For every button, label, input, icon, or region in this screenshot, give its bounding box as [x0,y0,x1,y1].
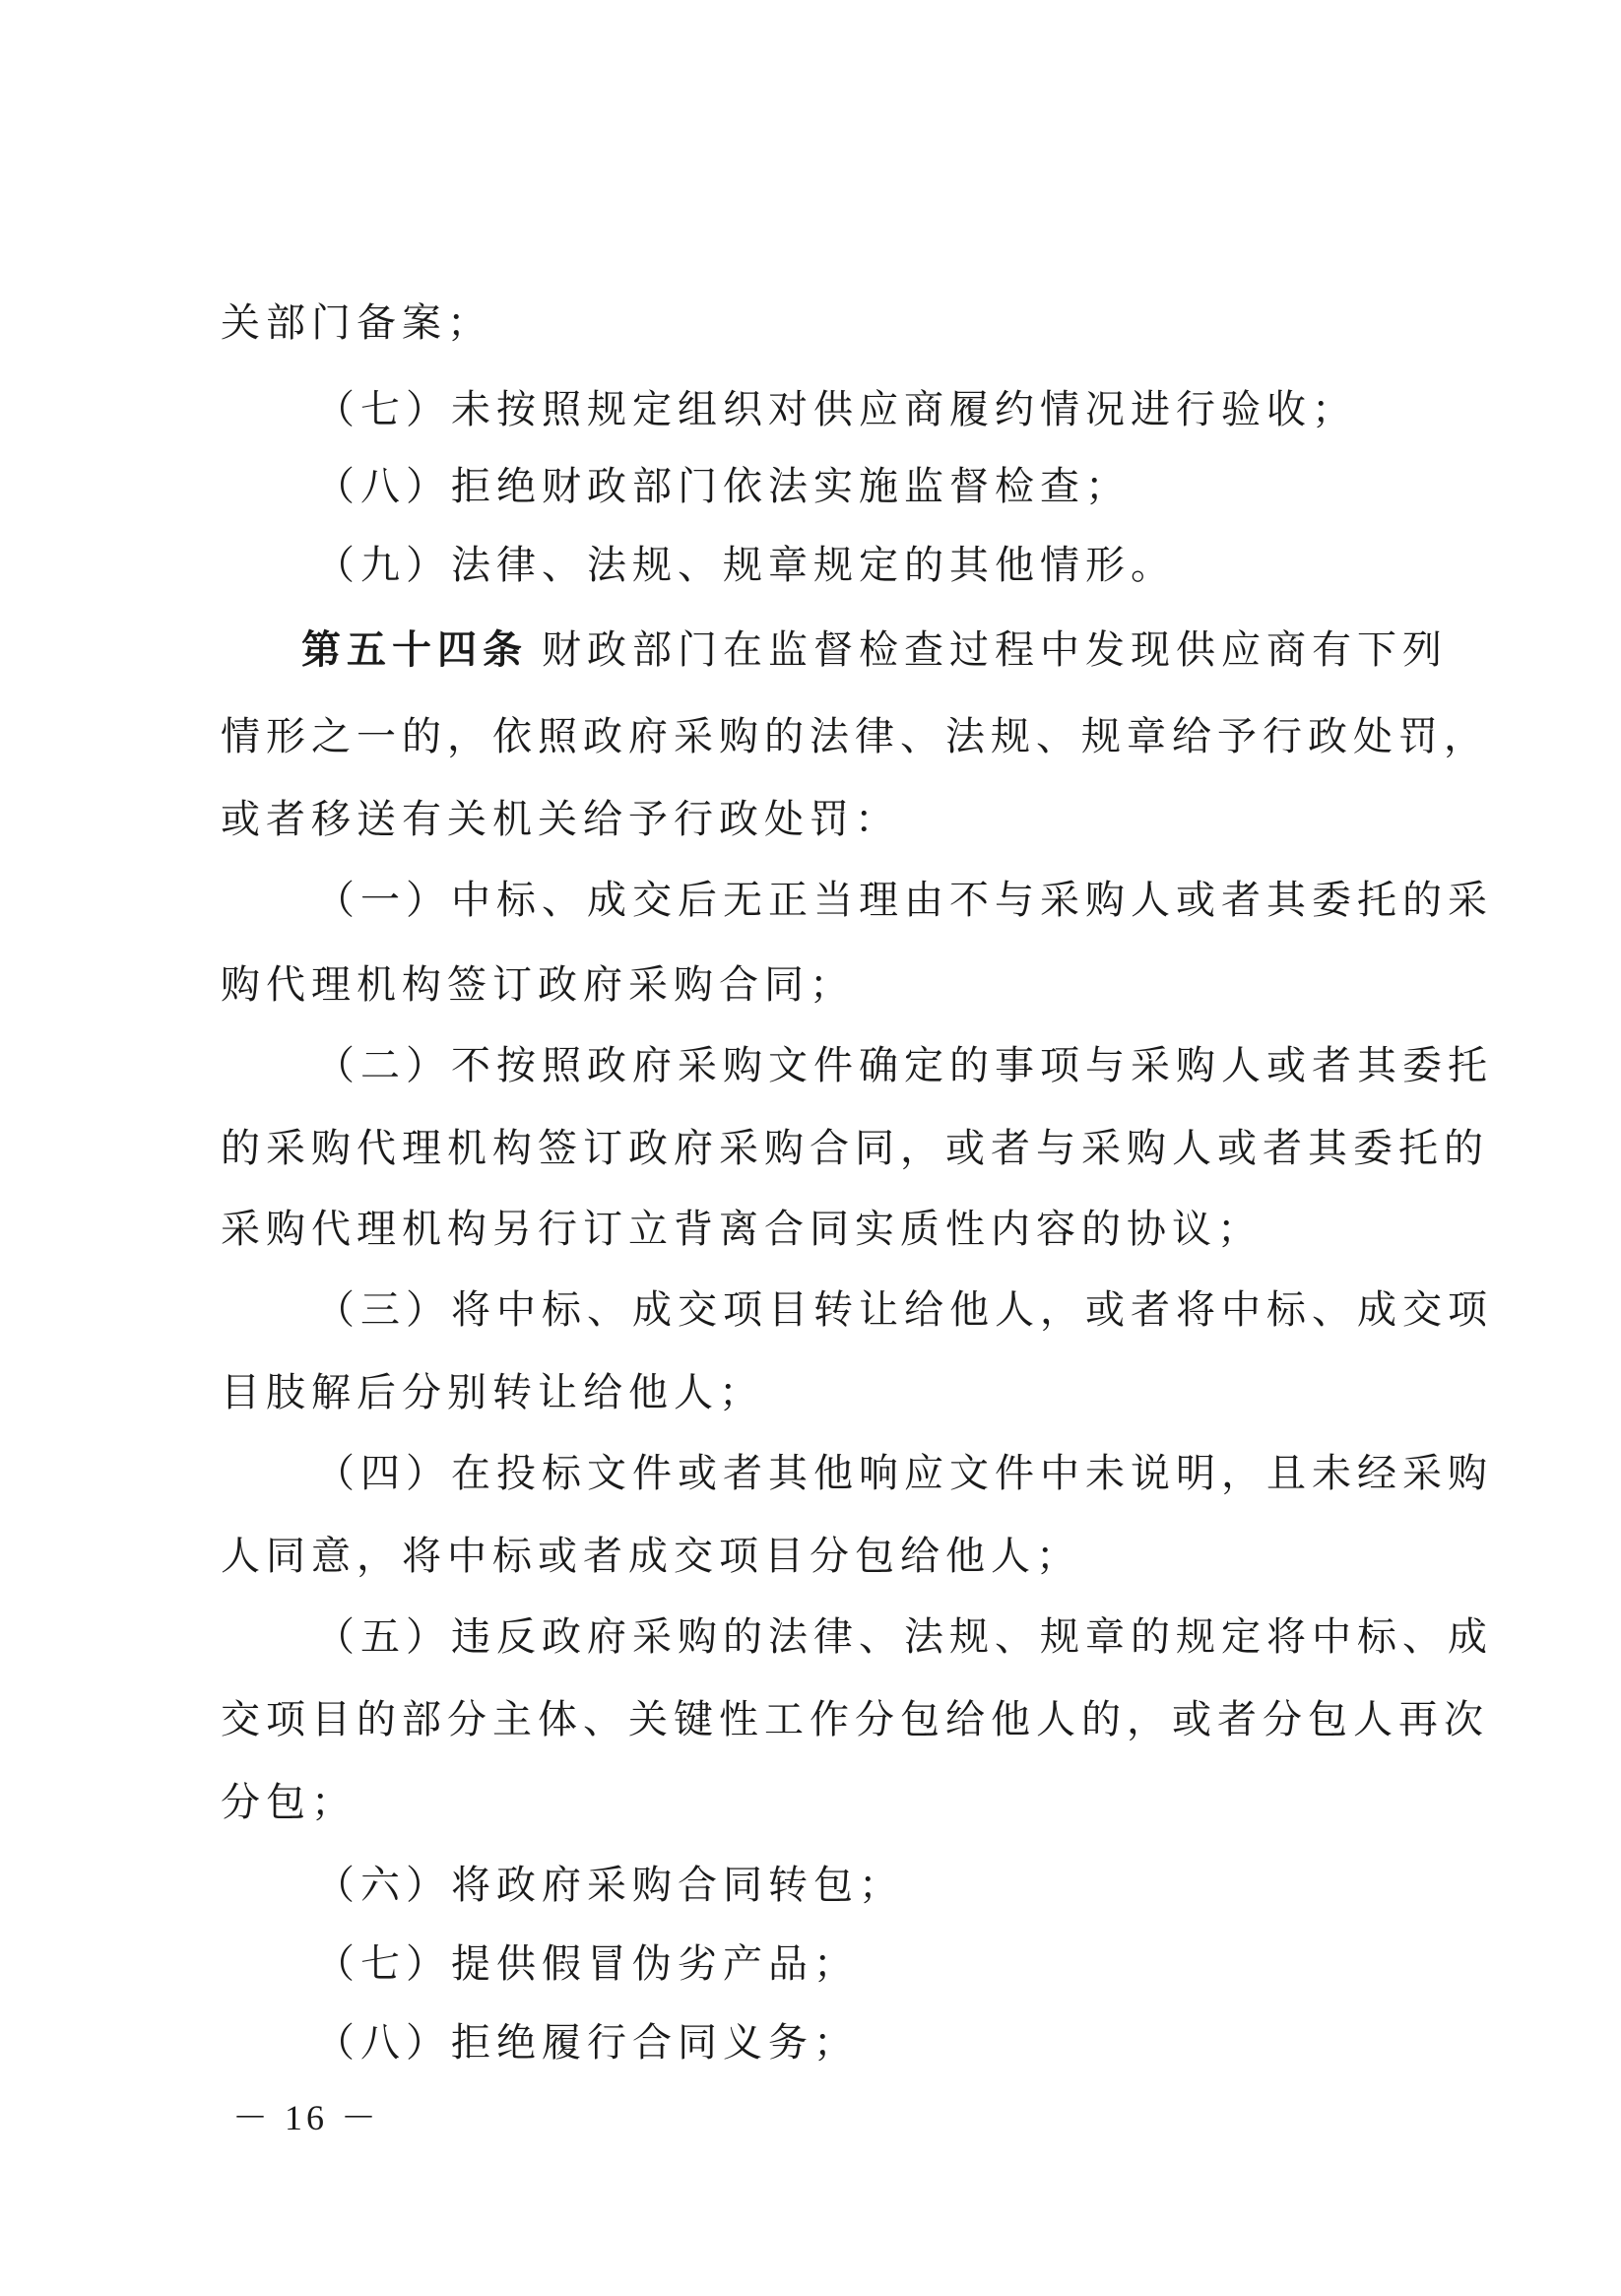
article-paragraph [301,626,1448,674]
list-item: （一）中标、成交后无正当理由不与采购人或者其委托的采 [315,878,1493,923]
list-item: （七）未按照规定组织对供应商履约情况进行验收； [315,387,1357,432]
page-number: － 16 － [232,2098,381,2137]
text-line: 或者移送有关机关给予行政处罚： [221,797,900,842]
list-item: （七）提供假冒伪劣产品； [315,1941,859,1987]
list-item: （二）不按照政府采购文件确定的事项与采购人或者其委托 [315,1043,1493,1088]
list-item: （四）在投标文件或者其他响应文件中未说明，且未经采购 [315,1451,1493,1496]
text-line: 分包； [221,1780,357,1825]
text-line: 目肢解后分别转让给他人； [221,1370,764,1415]
article-text: 财政部门在监督检查过程中发现供应商有下列 [542,627,1448,673]
list-item: （八）拒绝财政部门依法实施监督检查； [315,464,1131,509]
text-line: 情形之一的，依照政府采购的法律、法规、规章给予行政处罚， [221,714,1489,759]
text-line: 交项目的部分主体、关键性工作分包给他人的，或者分包人再次 [221,1697,1489,1742]
text-line: 采购代理机构另行订立背离合同实质性内容的协议； [221,1207,1263,1252]
list-item: （五）违反政府采购的法律、法规、规章的规定将中标、成 [315,1614,1493,1660]
text-line: 购代理机构签订政府采购合同； [221,962,855,1008]
text-line: 的采购代理机构签订政府采购合同，或者与采购人或者其委托的 [221,1126,1489,1171]
text-line: 人同意，将中标或者成交项目分包给他人； [221,1534,1081,1579]
article-heading: 第五十四条 [301,626,528,673]
list-item: （八）拒绝履行合同义务； [315,2020,859,2066]
list-item: （九）法律、法规、规章规定的其他情形。 [315,543,1176,588]
list-item: （三）将中标、成交项目转让给他人，或者将中标、成交项 [315,1287,1493,1333]
text-line: 关部门备案； [221,300,492,346]
list-item: （六）将政府采购合同转包； [315,1863,904,1908]
